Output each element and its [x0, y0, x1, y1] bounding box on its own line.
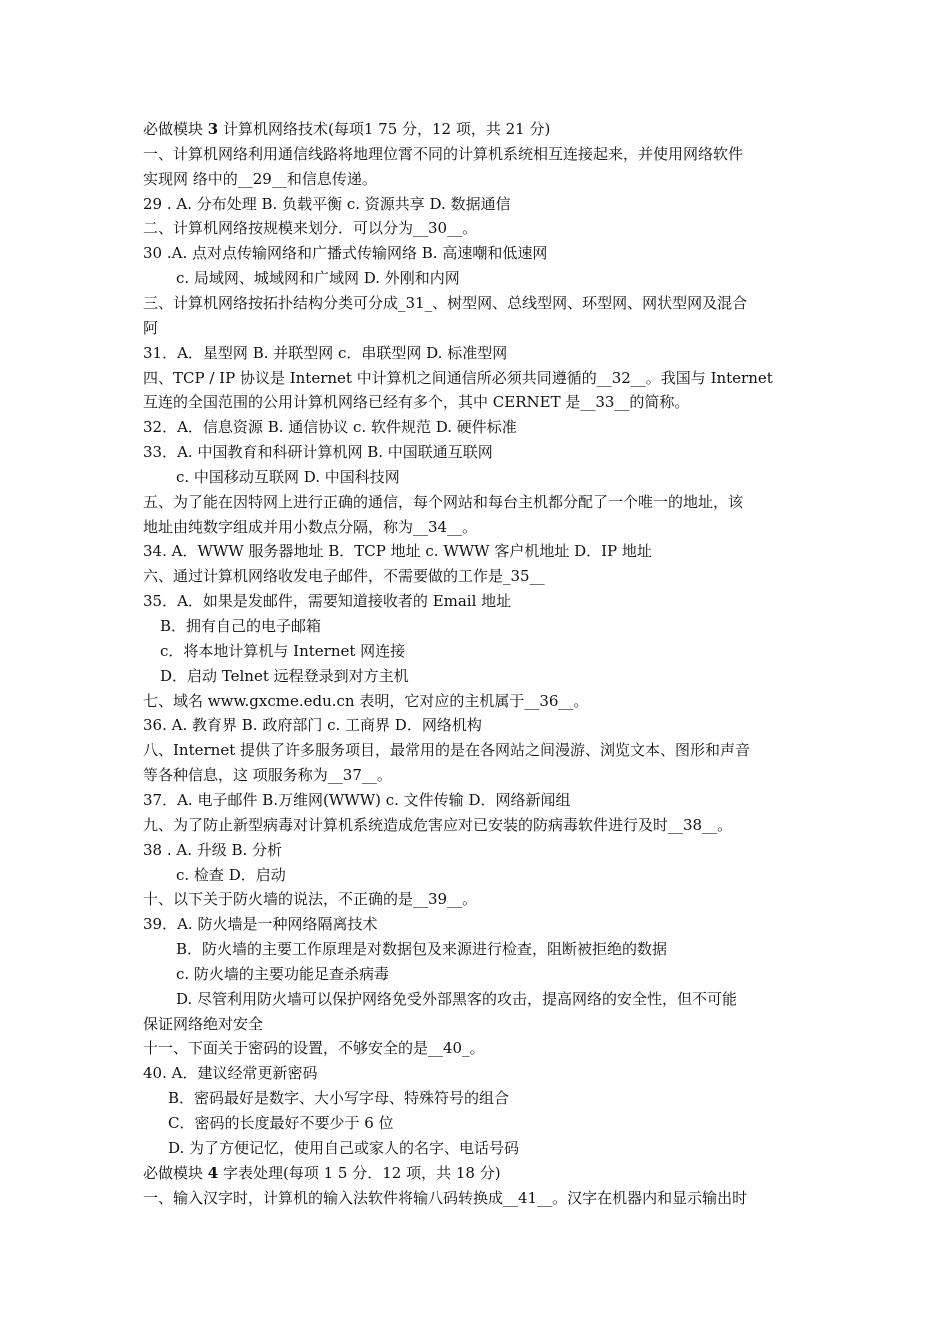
text-line: 实现网 络中的__29__和信息传递。	[143, 169, 377, 188]
text-line: D．启动 Telnet 远程登录到对方主机	[160, 666, 409, 685]
text-line: 四、TCP / IP 协议是 Internet 中计算机之间通信所必须共同遵循的__32__。我国与 Internet	[143, 368, 773, 387]
text-line: 一、输入汉字时，计算机的输入法软件将输八码转换成__41__。汉字在机器内和显示输出时	[143, 1188, 748, 1207]
text-line: 阿	[143, 318, 159, 337]
text-line: 十、以下关于防火墙的说法，不正确的是__39__。	[143, 890, 478, 909]
text-line: 六、通过计算机网络收发电子邮件，不需要做的工作是_35__	[143, 567, 545, 586]
text-line: 31．A．星型网 B. 并联型网 c．串联型网 D. 标准型网	[143, 343, 508, 362]
text-line: 29 . A. 分布处理 B. 负载平衡 c. 资源共享 D. 数据通信	[143, 194, 511, 213]
text-line: 38 . A. 升级 B. 分析	[143, 840, 283, 859]
text-line: D. 尽管利用防火墙可以保护网络免受外部黑客的攻击，提高网络的安全性，但不可能	[176, 989, 738, 1008]
text-line: 32．A．信息资源 B. 通信协议 c. 软件规范 D. 硬件标准	[143, 418, 517, 437]
text-line: c. 局域网、城域网和广域网 D. 外刚和内网	[176, 269, 460, 288]
text-line: 35．A．如果是发邮件，需要知道接收者的 Email 地址	[143, 592, 512, 611]
text-line: 五、为了能在因特网上进行正确的通信，每个网站和每台主机都分配了一个唯一的地址，该	[143, 492, 744, 511]
text-line: D. 为了方便记忆，使用自己或家人的名字、电话号码	[168, 1138, 520, 1157]
text-line: c. 中国移动互联网 D. 中国科技网	[176, 467, 400, 486]
text-line: 八、Internet 提供了许多服务项目，最常用的是在各网站之间漫游、浏览文本、图形和声音	[143, 741, 750, 760]
text-line: 必做模块 3 计算机网络技术(每项1 75 分，12 项，共 21 分)	[143, 120, 551, 138]
text-line: 必做模块 4 字表处理(每项 1 5 分．12 项，共 18 分)	[143, 1163, 501, 1182]
text-line: 九、为了防止新型病毒对计算机系统造成危害应对已安装的防病毒软件进行及时__38__。	[143, 815, 733, 834]
text-line: B．密码最好是数字、大小写字母、特殊符号的组合	[168, 1089, 510, 1108]
text-line: 三、计算机网络按拓扑结构分类可分成_31_、树型网、总线型网、环型网、网状型网及混合	[143, 293, 748, 312]
text-line: B．拥有自己的电子邮箱	[160, 617, 322, 635]
text-line: 37．A. 电子邮件 B.万维网(WWW) c. 文件传输 D．网络新闻组	[143, 790, 571, 809]
text-line: 等各种信息，这 项服务称为__37__。	[143, 766, 392, 785]
text-line: 34. A．WWW 服务器地址 B．TCP 地址 c. WWW 客户机地址 D．IP 地址	[143, 542, 652, 561]
text-line: 保证网络绝对安全	[143, 1014, 264, 1033]
text-line: 36. A. 教育界 B. 政府部门 c. 工商界 D．网络机构	[143, 716, 482, 735]
text-line: 39．A. 防火墙是一种网络隔离技术	[143, 915, 378, 934]
text-line: 互连的全国范围的公用计算机网络已经有多个，其中 CERNET 是__33__的简称。	[143, 393, 690, 412]
text-line: C．密码的长度最好不要少于 6 位	[168, 1114, 394, 1132]
text-line: 一、计算机网络利用通信线路将地理位霄不同的计算机系统相互连接起来，并使用网络软件	[143, 144, 744, 163]
text-line: 七、域名 www.gxcme.edu.cn 表明，它对应的主机属于__36__。	[143, 691, 589, 710]
text-line: 十一、下面关于密码的设置，不够安全的是__40_。	[143, 1039, 485, 1058]
text-line: 40. A．建议经常更新密码	[143, 1064, 318, 1083]
text-line: 33．A. 中国教育和科研计算机网 B. 中国联通互联网	[143, 443, 493, 462]
text-line: 地址由纯数字组成并用小数点分隔，称为__34__。	[143, 517, 478, 536]
text-line: B．防火墙的主要工作原理是对数据包及来源进行检查，阻断被拒绝的数据	[176, 940, 668, 959]
text-line: 30 .A. 点对点传输网络和广播式传输网络 B. 高速嘲和低速网	[143, 244, 548, 263]
text-line: 二、计算机网络按规模来划分．可以分为__30__。	[143, 219, 478, 238]
text-line: c．将本地计算机与 Internet 网连接	[160, 641, 406, 660]
text-line: c. 防火墙的主要功能足查杀病毒	[176, 964, 389, 983]
text-line: c. 检查 D．启动	[176, 865, 286, 884]
